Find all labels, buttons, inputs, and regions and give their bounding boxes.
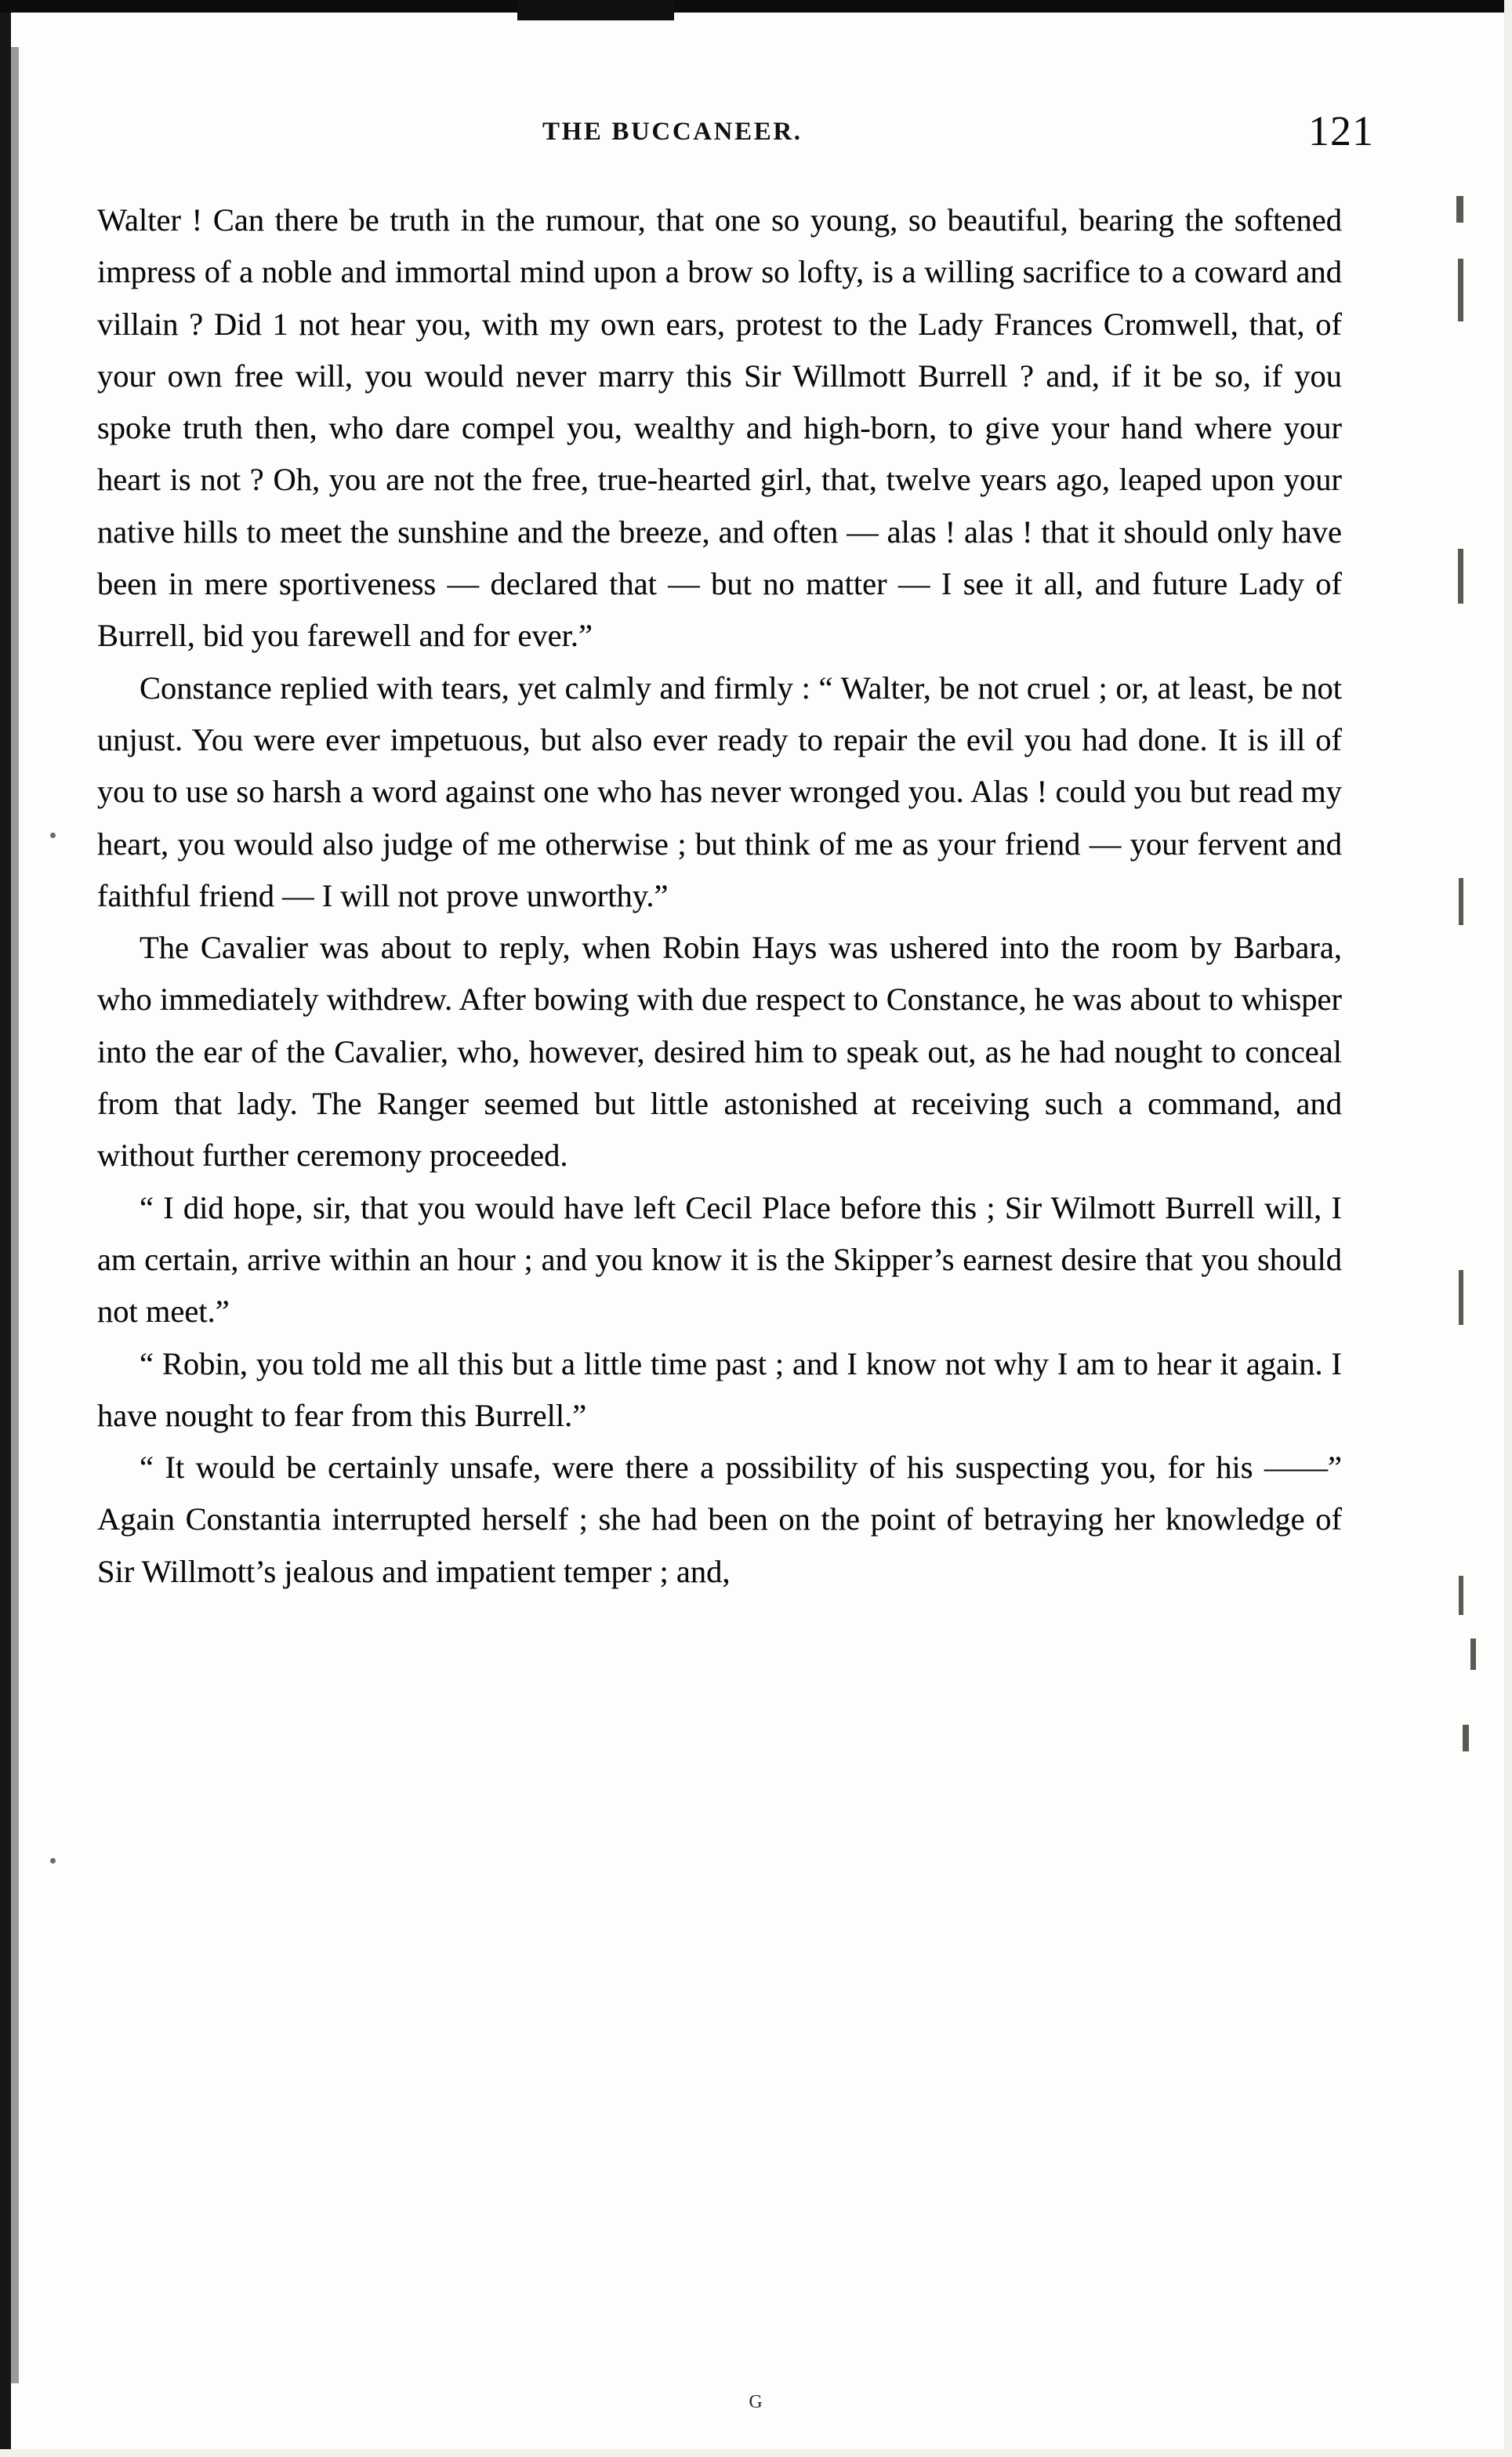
- scan-bleed-mark: [1459, 1576, 1463, 1615]
- paragraph: “ It would be certainly unsafe, were there a possibility of his suspecting you, for his ——” Again Constantia interrupted herself ; she had been on the point of betraying her knowledge of Sir Willmott’s jealous and impatient temper ; and,: [97, 1450, 1342, 1589]
- paragraph: Walter ! Can there be truth in the rumour, that one so young, so beautiful, bearing the softened impress of a noble and immortal mind upon a brow so lofty, is a willing sacrifice to a coward and villain ? Did 1 not hear you, with my own ears, protest to the Lady Frances Cromwell, that, of your own free will, you would never marry this Sir Willmott Burrell ? and, if it be so, if you spoke truth then, who dare compel you, wealthy and high-born, to give your hand where your heart is not ? Oh, you are not the free, true-hearted girl, that, twelve years ago, leaped upon your native hills to meet the sunshine and the breeze, and often — alas ! alas ! that it should only have been in mere sportiveness — declared that — but no matter — I see it all, and future Lady of Burrell, bid you farewell and for ever.”: [97, 202, 1342, 654]
- paragraph: “ Robin, you told me all this but a little time past ; and I know not why I am to hear it again. I have nought to fear from this Burrell.”: [97, 1345, 1342, 1433]
- scan-edge-top-notch: [517, 0, 674, 20]
- scan-edge-left: [0, 13, 11, 2457]
- paragraph: The Cavalier was about to reply, when Robin Hays was ushered into the room by Barbara, who immediately withdrew. After bowing with due respect to Constance, he was about to whisper into the ear of the Cavalier, who, however, desired him to speak out, as he had nought to conceal from that lady. The Ranger seemed but little astonished at receiving such a command, and without further ceremony proceeded.: [97, 930, 1342, 1174]
- scan-bleed-mark: [1459, 1270, 1463, 1325]
- scan-edge-top: [0, 0, 1512, 13]
- ink-speck: [50, 833, 56, 838]
- ink-speck: [50, 1858, 56, 1864]
- scan-bleed-mark: [1463, 1725, 1469, 1751]
- scan-bleed-mark: [1456, 196, 1463, 223]
- page-number: 121: [1308, 107, 1374, 154]
- scan-bleed-mark: [1459, 878, 1463, 925]
- scan-gutter-shadow: [11, 47, 19, 2383]
- running-head-title: THE BUCCANEER.: [542, 118, 803, 146]
- paragraph: Constance replied with tears, yet calmly and firmly : “ Walter, be not cruel ; or, at least, be not unjust. You were ever impetuous, but also ever ready to repair the evil you had done. It is ill of you to use so harsh a word against one who has never wronged you. Alas ! could you but read my heart, you would also judge of me otherwise ; but think of me as your friend — your fervent and faithful friend — I will not prove unworthy.”: [97, 670, 1342, 913]
- body-text-column: [97, 194, 1342, 1598]
- running-head: [0, 107, 1512, 158]
- scan-edge-bottom: [0, 2449, 1512, 2457]
- scan-bleed-mark: [1470, 1639, 1476, 1670]
- scan-bleed-mark: [1458, 259, 1463, 321]
- scan-edge-right: [1504, 0, 1512, 2457]
- paragraph: “ I did hope, sir, that you would have left Cecil Place before this ; Sir Wilmott Burrell will, I am certain, arrive within an hour ; and you know it is the Skipper’s earnest desire that you should not meet.”: [97, 1189, 1342, 1330]
- signature-mark: G: [749, 2392, 763, 2412]
- scan-bleed-mark: [1458, 549, 1463, 604]
